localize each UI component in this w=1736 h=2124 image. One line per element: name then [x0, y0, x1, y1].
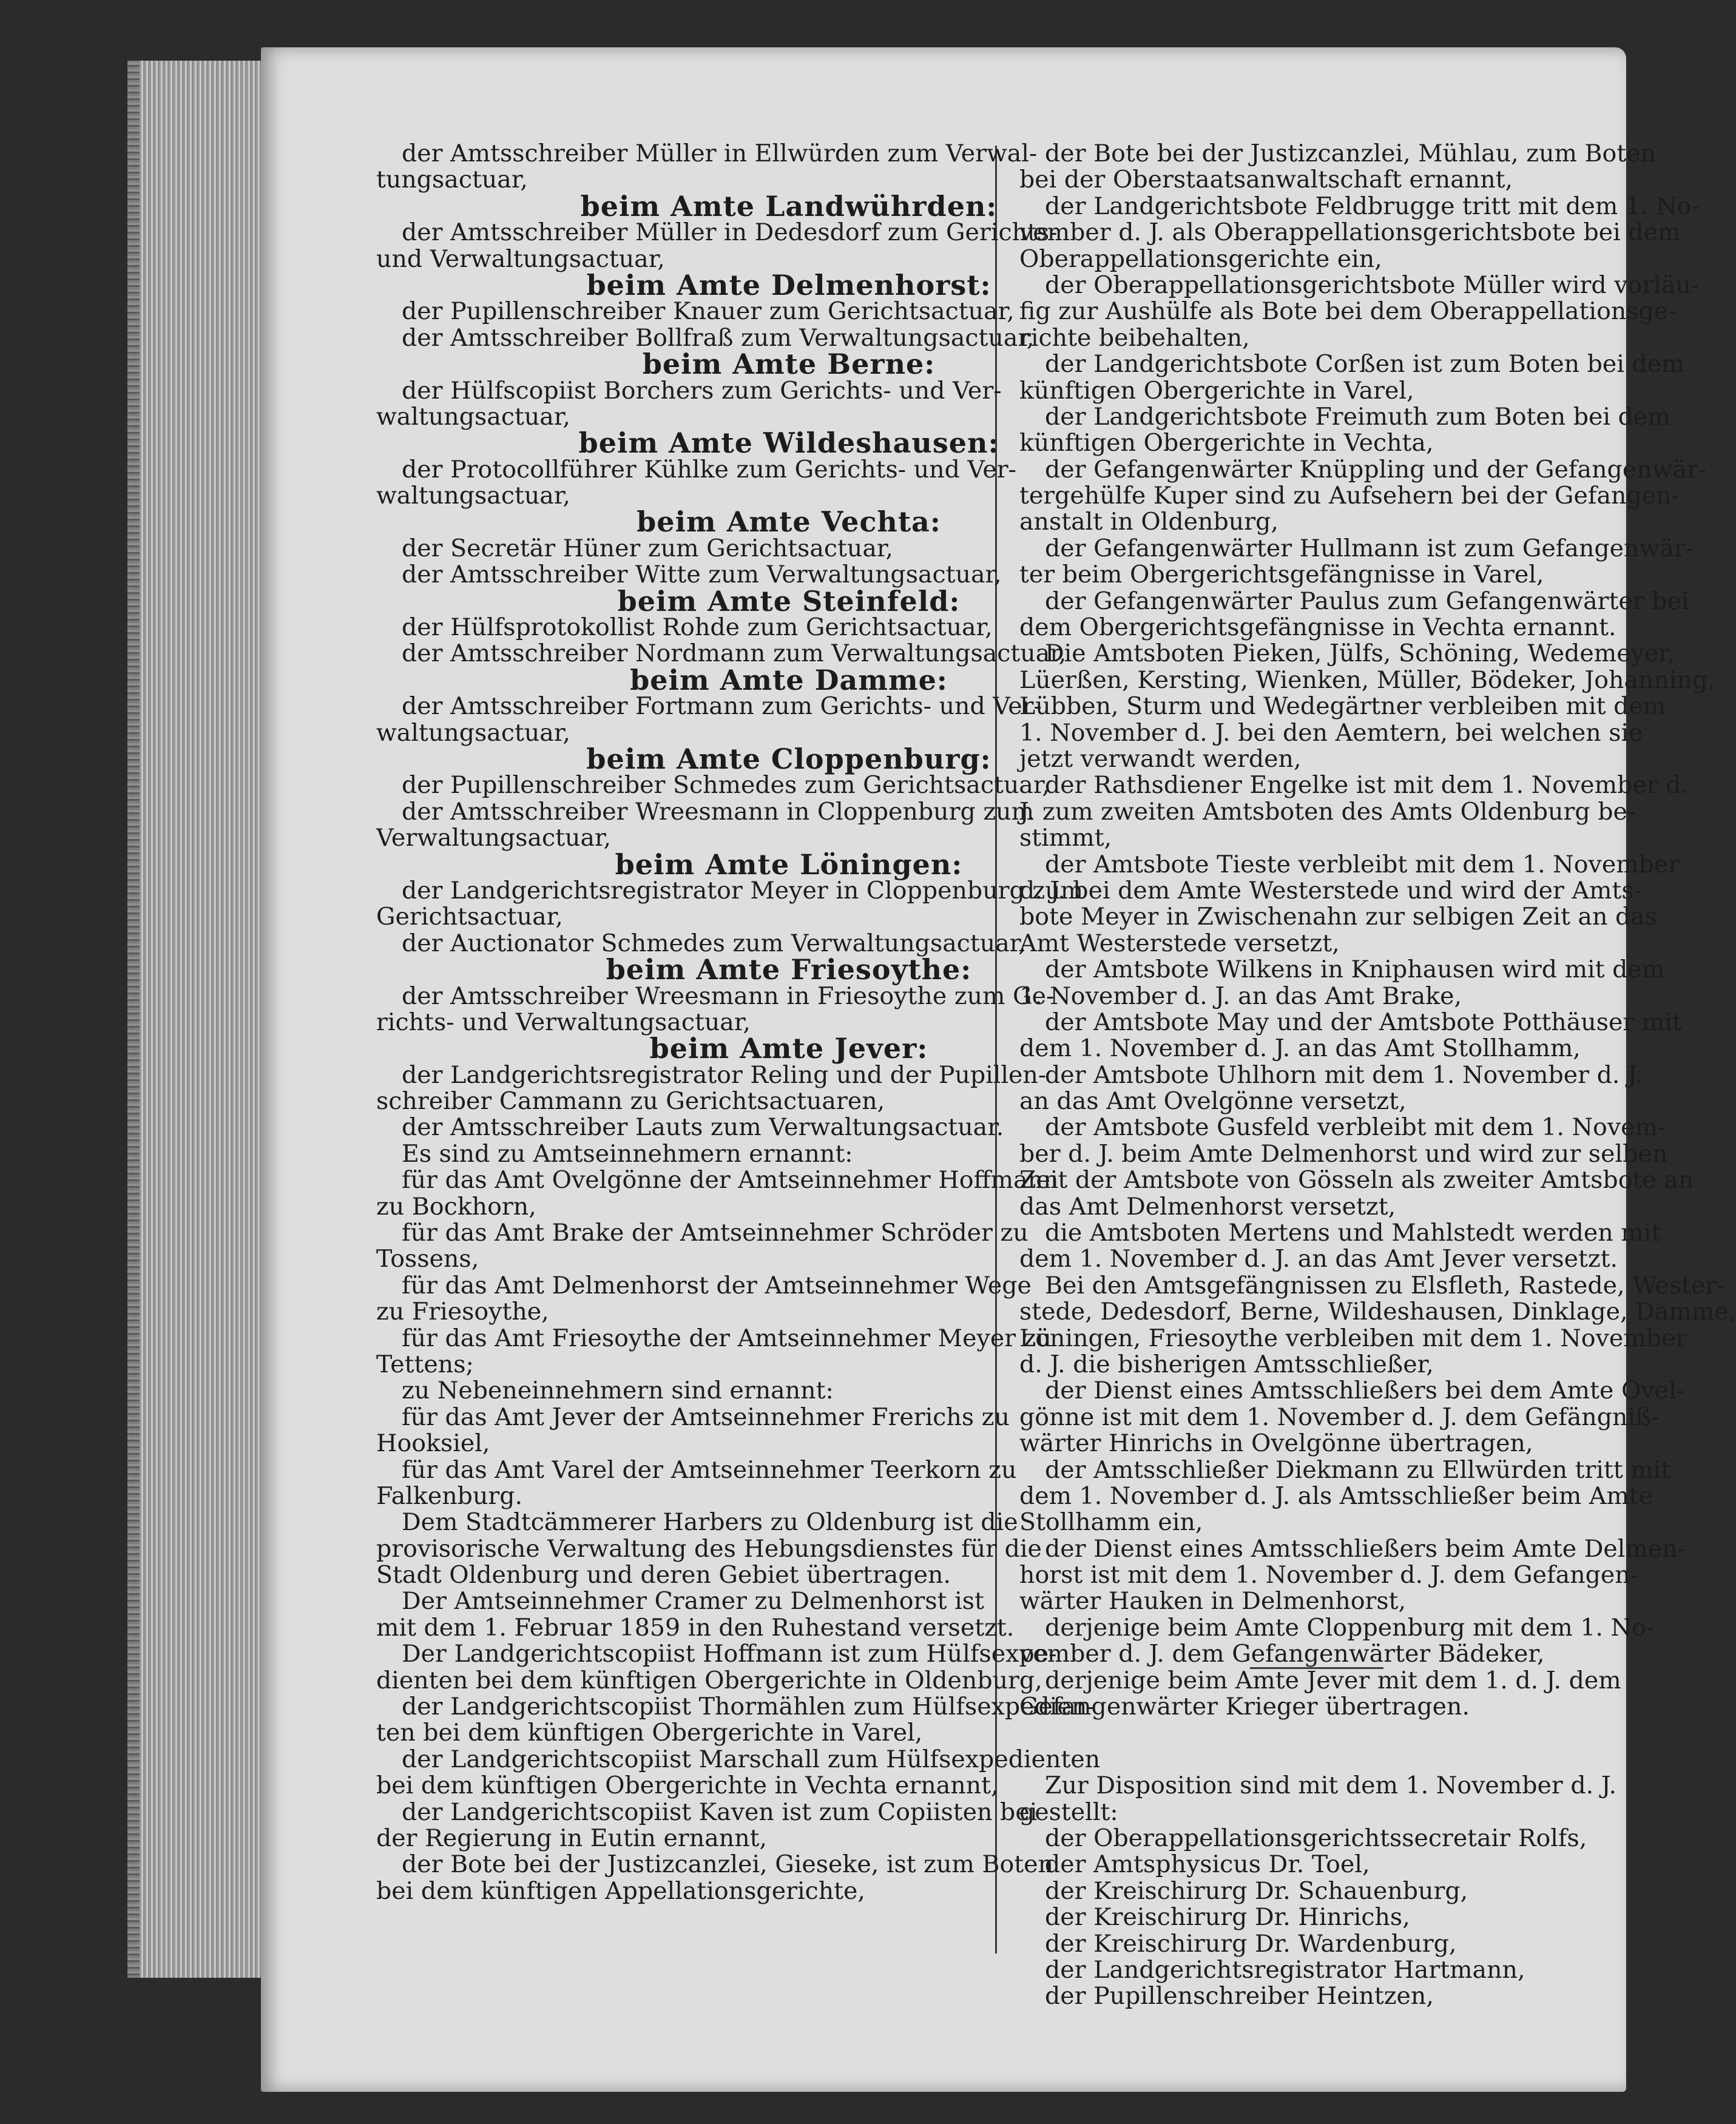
text-line: der Pupillenschreiber Heintzen, — [1045, 1982, 1434, 2011]
text-line: der Landgerichtsregistrator Meyer in Cloppenburg zum — [402, 876, 1084, 905]
right-column — [1019, 140, 1736, 2011]
section-heading: beim Amte Vechta: — [637, 505, 941, 539]
section-heading: beim Amte Steinfeld: — [617, 584, 961, 618]
text-line: Löningen, Friesoythe verbleiben mit dem 1. November — [1019, 1324, 1687, 1352]
text-line: gönne ist mit dem 1. November d. J. dem Gefängniß- — [1019, 1403, 1660, 1431]
text-line: der Amtsschließer Diekmann zu Ellwürden tritt mit — [1045, 1455, 1671, 1484]
text-line: zu Nebeneinnehmern sind ernannt: — [402, 1377, 834, 1405]
text-line: der Dienst eines Amtsschließers bei dem Amte Ovel- — [1045, 1377, 1685, 1405]
text-line: der Amtsschreiber Bollfraß zum Verwaltungsactuar, — [402, 323, 1035, 352]
text-line: der Bote bei der Justizcanzlei, Gieseke, ist zum Boten — [402, 1850, 1053, 1879]
text-line: der Pupillenschreiber Knauer zum Gerichtsactuar, — [402, 297, 1015, 326]
section-heading: beim Amte Löningen: — [615, 848, 963, 881]
text-line: dem 1. November d. J. an das Amt Jever versetzt. — [1019, 1245, 1618, 1273]
text-line — [1019, 1720, 1608, 1746]
text-line: der Hülfsprotokollist Rohde zum Gerichtsactuar, — [402, 613, 993, 642]
section-heading: beim Amte Berne: — [642, 348, 936, 381]
text-line: d. J. die bisherigen Amtsschließer, — [1019, 1350, 1434, 1378]
text-line: Zeit der Amtsbote von Gösseln als zweiter Amtsbote an — [1019, 1166, 1694, 1195]
text-line: 1. November d. J. bei den Aemtern, bei welchen sie — [1019, 718, 1643, 747]
text-line: der Amtsbote Wilkens in Kniphausen wird mit dem — [1045, 956, 1665, 984]
text-line: der Amtsphysicus Dr. Toel, — [1045, 1850, 1370, 1879]
text-line: der Landgerichtsregistrator Hartmann, — [1045, 1955, 1525, 1984]
text-line: Tossens, — [376, 1245, 479, 1273]
text-line: der Amtsschreiber Wreesmann in Friesoythe zum Ge- — [402, 982, 1055, 1010]
section-heading: beim Amte Friesoythe: — [606, 953, 972, 986]
text-line: bei dem künftigen Appellationsgerichte, — [376, 1876, 865, 1905]
text-line: bei der Oberstaatsanwaltschaft ernannt, — [1019, 166, 1513, 194]
text-line: das Amt Delmenhorst versetzt, — [1019, 1192, 1396, 1221]
text-line: Der Landgerichtscopiist Hoffmann ist zum Hülfsexpe- — [402, 1640, 1057, 1668]
text-line: Tettens; — [376, 1350, 474, 1378]
text-line: der Pupillenschreiber Schmedes zum Gerichtsactuar, — [402, 771, 1050, 800]
text-line: tergehülfe Kuper sind zu Aufsehern bei der Gefangen- — [1019, 482, 1680, 510]
text-line: Lübben, Sturm und Wedegärtner verbleiben mit dem — [1019, 692, 1666, 721]
text-line: der Amtsschreiber Müller in Ellwürden zum Verwal- — [402, 140, 1038, 167]
text-line: für das Amt Friesoythe der Amtseinnehmer Meyer zu — [402, 1324, 1052, 1352]
text-line: der Kreischirurg Dr. Schauenburg, — [1045, 1876, 1468, 1905]
text-line: der Bote bei der Justizcanzlei, Mühlau, zum Boten — [1045, 140, 1657, 167]
text-line: der Landgerichtsbote Freimuth zum Boten bei dem — [1045, 402, 1670, 431]
text-line: 1. November d. J. an das Amt Brake, — [1019, 982, 1462, 1010]
text-line: der Amtsschreiber Witte zum Verwaltungsactuar, — [402, 561, 1002, 589]
text-line: dem Obergerichtsgefängnisse in Vechta ernannt. — [1019, 613, 1616, 642]
text-line: der Rathsdiener Engelke ist mit dem 1. November d. — [1045, 771, 1689, 800]
text-line: stede, Dedesdorf, Berne, Wildeshausen, Dinklage, Damme, — [1019, 1298, 1736, 1326]
text-line: waltungsactuar, — [376, 482, 570, 510]
text-line: der Auctionator Schmedes zum Verwaltungsactuar, — [402, 929, 1026, 957]
text-line: waltungsactuar, — [376, 718, 570, 747]
text-line: richte beibehalten, — [1019, 323, 1250, 352]
text-line: die Amtsboten Mertens und Mahlstedt werden mit — [1045, 1219, 1661, 1247]
text-line: gestellt: — [1019, 1798, 1118, 1826]
text-line: Gerichtsactuar, — [376, 903, 563, 931]
text-line: Verwaltungsactuar, — [376, 824, 612, 852]
text-line: für das Amt Ovelgönne der Amtseinnehmer Hoffmann — [402, 1166, 1059, 1195]
section-heading: beim Amte Wildeshausen: — [578, 426, 999, 460]
text-line: schreiber Cammann zu Gerichtsactuaren, — [376, 1087, 885, 1116]
text-line: der Oberappellationsgerichtssecretair Rolfs, — [1045, 1824, 1587, 1852]
text-line: horst ist mit dem 1. November d. J. dem Gefangen- — [1019, 1561, 1639, 1590]
text-line: Die Amtsboten Pieken, Jülfs, Schöning, Wedemeyer, — [1045, 639, 1675, 668]
text-line: ten bei dem künftigen Obergerichte in Varel, — [376, 1719, 923, 1747]
text-line: für das Amt Jever der Amtseinnehmer Frerichs zu — [402, 1403, 1010, 1431]
section-heading: beim Amte Damme: — [630, 663, 948, 696]
text-line: bei dem künftigen Obergerichte in Vechta ernannt, — [376, 1772, 999, 1800]
text-line: wärter Hinrichs in Ovelgönne übertragen, — [1019, 1429, 1533, 1458]
text-line: der Secretär Hüner zum Gerichtsactuar, — [402, 534, 893, 562]
text-line: J. zum zweiten Amtsboten des Amts Oldenburg be- — [1019, 797, 1636, 826]
text-line: Es sind zu Amtseinnehmern ernannt: — [402, 1139, 853, 1168]
text-line: der Amtsbote Tieste verbleibt mit dem 1. November — [1045, 850, 1680, 878]
text-line: der Amtsbote May und der Amtsbote Potthäuser mit — [1045, 1008, 1682, 1036]
text-line: an das Amt Ovelgönne versetzt, — [1019, 1087, 1407, 1116]
text-line: anstalt in Oldenburg, — [1019, 508, 1278, 536]
text-line: für das Amt Brake der Amtseinnehmer Schröder zu — [402, 1219, 1028, 1247]
text-line: der Amtsbote Gusfeld verbleibt mit dem 1. Novem- — [1045, 1113, 1666, 1142]
text-line: dem 1. November d. J. an das Amt Stollhamm, — [1019, 1034, 1581, 1063]
text-line: der Dienst eines Amtsschließers beim Amte Delmen- — [1045, 1534, 1686, 1563]
text-line: und Verwaltungsactuar, — [376, 244, 665, 273]
text-line: der Gefangenwärter Knüppling und der Gefangenwär- — [1045, 455, 1707, 484]
text-line: der Kreischirurg Dr. Wardenburg, — [1045, 1929, 1457, 1958]
text-line: Zur Disposition sind mit dem 1. November d. J. — [1045, 1772, 1617, 1800]
text-line: vember d. J. dem Gefangenwärter Bädeker, — [1019, 1640, 1545, 1668]
text-line: Stollhamm ein, — [1019, 1508, 1203, 1537]
text-line: dienten bei dem künftigen Obergerichte in Oldenburg, — [376, 1666, 1042, 1694]
text-line: für das Amt Varel der Amtseinnehmer Teerkorn zu — [402, 1455, 1017, 1484]
text-line: mit dem 1. Februar 1859 in den Ruhestand versetzt. — [376, 1613, 1015, 1642]
text-line: Stadt Oldenburg und deren Gebiet übertragen. — [376, 1561, 951, 1590]
text-line: Lüerßen, Kersting, Wienken, Müller, Bödeker, Johanning, — [1019, 666, 1715, 694]
text-line: derjenige beim Amte Cloppenburg mit dem 1. No- — [1045, 1613, 1655, 1642]
text-line: ber d. J. beim Amte Delmenhorst und wird zur selben — [1019, 1139, 1668, 1168]
text-line: künftigen Obergerichte in Vechta, — [1019, 429, 1434, 457]
text-line: der Amtsschreiber Müller in Dedesdorf zum Gerichts- — [402, 218, 1058, 247]
text-line: vember d. J. als Oberappellationsgerichtsbote bei dem — [1019, 218, 1681, 247]
section-heading: beim Amte Landwührden: — [580, 189, 998, 223]
text-line: Hooksiel, — [376, 1429, 490, 1458]
text-line: der Protocollführer Kühlke zum Gerichts- und Ver- — [402, 455, 1016, 484]
text-line: der Gefangenwärter Paulus zum Gefangenwärter bei — [1045, 587, 1689, 615]
text-line: fig zur Aushülfe als Bote bei dem Oberappellationsge- — [1019, 297, 1677, 326]
text-line: für das Amt Delmenhorst der Amtseinnehmer Wege — [402, 1271, 1032, 1300]
text-line: der Amtsschreiber Fortmann zum Gerichts- und Ver- — [402, 692, 1042, 721]
text-line: tungsactuar, — [376, 166, 528, 194]
text-line: derjenige beim Amte Jever mit dem 1. d. J. dem — [1045, 1666, 1621, 1694]
text-line: wärter Hauken in Delmenhorst, — [1019, 1587, 1407, 1616]
text-line: der Amtsschreiber Nordmann zum Verwaltungsactuar, — [402, 639, 1067, 668]
book-spine-edge — [127, 61, 140, 1978]
text-line: provisorische Verwaltung des Hebungsdienstes für die — [376, 1534, 1042, 1563]
text-line: zu Bockhorn, — [376, 1192, 536, 1221]
section-heading: beim Amte Cloppenburg: — [586, 742, 991, 775]
text-line: künftigen Obergerichte in Varel, — [1019, 376, 1414, 405]
text-line: Gefangenwärter Krieger übertragen. — [1019, 1693, 1470, 1721]
text-line: der Landgerichtscopiist Kaven ist zum Copiisten bei — [402, 1798, 1038, 1826]
text-line: Der Amtseinnehmer Cramer zu Delmenhorst ist — [402, 1587, 984, 1616]
text-line: der Regierung in Eutin ernannt, — [376, 1824, 768, 1852]
text-line: d. J. bei dem Amte Westerstede und wird der Amts- — [1019, 876, 1642, 905]
text-line: bote Meyer in Zwischenahn zur selbigen Zeit an das — [1019, 903, 1658, 931]
text-line: der Gefangenwärter Hullmann ist zum Gefangenwär- — [1045, 534, 1694, 562]
text-line: der Hülfscopiist Borchers zum Gerichts- und Ver- — [402, 376, 1002, 405]
text-line: waltungsactuar, — [376, 402, 570, 431]
text-line: der Landgerichtscopiist Marschall zum Hülfsexpedienten — [402, 1745, 1101, 1773]
text-line: dem 1. November d. J. als Amtsschließer beim Amte — [1019, 1482, 1653, 1510]
text-line: Oberappellationsgerichte ein, — [1019, 244, 1382, 273]
section-heading: beim Amte Jever: — [649, 1032, 928, 1065]
text-line: ter beim Obergerichtsgefängnisse in Varel, — [1019, 561, 1544, 589]
text-line: stimmt, — [1019, 824, 1112, 852]
text-line: jetzt verwandt werden, — [1019, 744, 1302, 773]
text-line: Falkenburg. — [376, 1482, 523, 1510]
text-line — [1019, 1747, 1608, 1773]
text-line: der Amtsschreiber Lauts zum Verwaltungsactuar. — [402, 1113, 1004, 1142]
text-line: Dem Stadtcämmerer Harbers zu Oldenburg ist die — [402, 1508, 1018, 1537]
text-line: der Oberappellationsgerichtsbote Müller wird vorläu- — [1045, 271, 1700, 299]
text-line: der Amtsbote Uhlhorn mit dem 1. November d. J. — [1045, 1060, 1643, 1089]
text-line: richts- und Verwaltungsactuar, — [376, 1008, 751, 1036]
text-line: der Landgerichtscopiist Thormählen zum Hülfsexpedien- — [402, 1693, 1095, 1721]
text-line: der Kreischirurg Dr. Hinrichs, — [1045, 1903, 1410, 1932]
section-heading: beim Amte Delmenhorst: — [586, 268, 991, 302]
text-line: der Landgerichtsregistrator Reling und der Pupillen- — [402, 1060, 1047, 1089]
text-line: zu Friesoythe, — [376, 1298, 549, 1326]
text-line: der Landgerichtsbote Corßen ist zum Boten bei dem — [1045, 350, 1684, 379]
text-line: Amt Westerstede versetzt, — [1019, 929, 1340, 957]
text-line: der Landgerichtsbote Feldbrugge tritt mit dem 1. No- — [1045, 192, 1700, 220]
text-line: der Amtsschreiber Wreesmann in Cloppenburg zum — [402, 797, 1035, 826]
text-line: Bei den Amtsgefängnissen zu Elsfleth, Rastede, Wester- — [1045, 1271, 1725, 1300]
